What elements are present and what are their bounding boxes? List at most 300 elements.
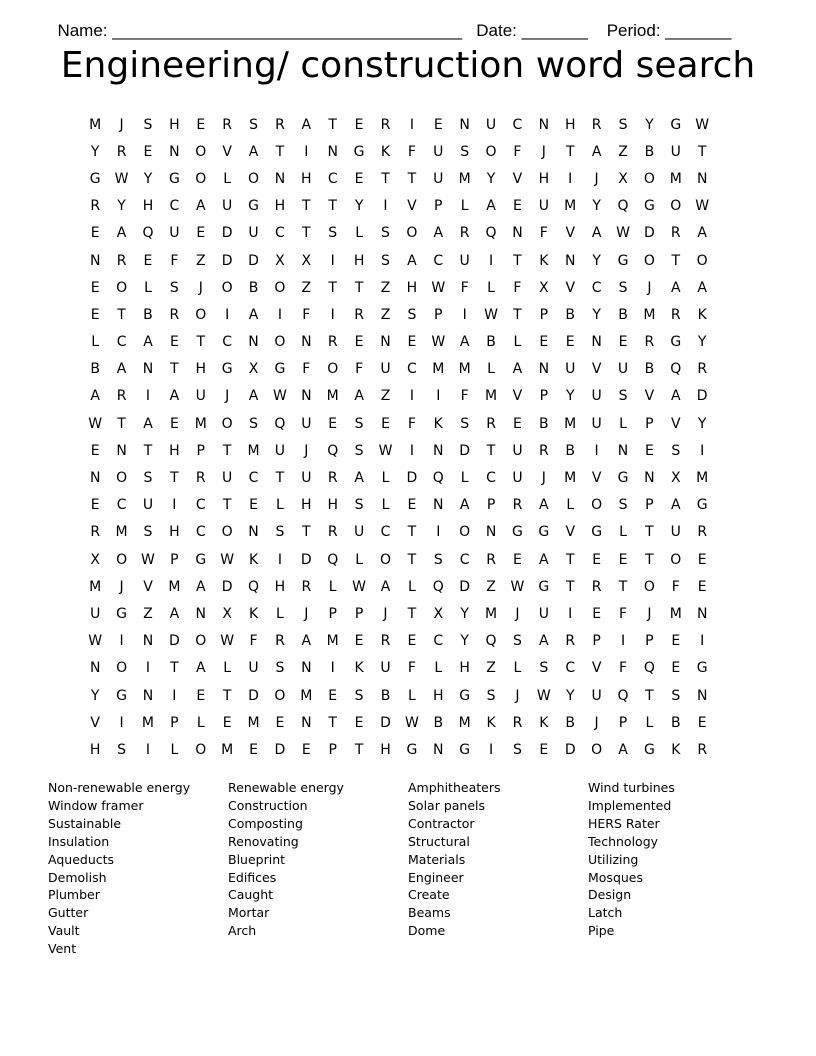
grid-letter[interactable]: S xyxy=(354,442,364,459)
grid-letter[interactable]: I xyxy=(568,170,573,187)
grid-letter[interactable]: S xyxy=(618,497,628,514)
grid-letter[interactable]: I xyxy=(172,497,177,514)
grid-letter[interactable]: V xyxy=(565,279,576,296)
grid-letter[interactable]: I xyxy=(330,306,335,323)
grid-letter[interactable]: D xyxy=(644,225,655,242)
grid-letter[interactable]: W xyxy=(141,551,155,568)
grid-letter[interactable]: W xyxy=(484,306,498,323)
grid-letter[interactable]: S xyxy=(354,687,364,704)
grid-letter[interactable]: Q xyxy=(248,578,260,595)
grid-letter[interactable]: B xyxy=(380,687,391,704)
grid-letter[interactable]: O xyxy=(670,551,682,568)
grid-letter[interactable]: J xyxy=(225,388,230,405)
grid-letter[interactable]: I xyxy=(225,306,230,323)
grid-letter[interactable]: A xyxy=(169,605,180,622)
grid-letter[interactable]: G xyxy=(116,605,128,622)
grid-letter[interactable]: O xyxy=(327,361,339,378)
grid-letter[interactable]: J xyxy=(647,279,652,296)
grid-letter[interactable]: E xyxy=(249,497,258,514)
grid-letter[interactable]: K xyxy=(539,714,549,731)
grid-letter[interactable]: N xyxy=(696,687,708,704)
grid-letter[interactable]: M xyxy=(643,306,656,323)
grid-letter[interactable]: B xyxy=(433,714,444,731)
grid-letter[interactable]: N xyxy=(591,334,602,351)
grid-letter[interactable]: R xyxy=(354,306,364,323)
grid-letter[interactable]: S xyxy=(275,524,285,541)
grid-letter[interactable]: T xyxy=(302,225,311,242)
grid-letter[interactable]: U xyxy=(301,415,312,432)
grid-letter[interactable]: A xyxy=(248,388,259,405)
grid-letter[interactable]: L xyxy=(276,497,284,514)
grid-letter[interactable]: E xyxy=(381,415,390,432)
grid-letter[interactable]: N xyxy=(142,361,154,378)
grid-letter[interactable]: R xyxy=(670,225,681,242)
grid-letter[interactable]: O xyxy=(195,306,207,323)
grid-letter[interactable]: X xyxy=(248,361,259,378)
grid-letter[interactable]: M xyxy=(696,470,709,487)
grid-letter[interactable]: A xyxy=(407,252,417,269)
grid-letter[interactable]: H xyxy=(564,116,576,133)
grid-letter[interactable]: W xyxy=(114,170,129,187)
grid-letter[interactable]: T xyxy=(645,551,654,568)
grid-letter[interactable]: O xyxy=(696,252,708,269)
grid-letter[interactable]: A xyxy=(169,388,180,405)
grid-letter[interactable]: T xyxy=(170,470,179,487)
grid-letter[interactable]: M xyxy=(247,442,260,459)
grid-letter[interactable]: U xyxy=(670,143,681,160)
grid-letter[interactable]: O xyxy=(670,198,682,215)
grid-letter[interactable]: U xyxy=(670,524,681,541)
grid-letter[interactable]: H xyxy=(301,170,312,187)
grid-letter[interactable]: M xyxy=(485,388,498,405)
grid-letter[interactable]: Y xyxy=(592,252,601,269)
grid-letter[interactable]: E xyxy=(196,687,206,704)
grid-letter[interactable]: P xyxy=(328,605,337,622)
grid-letter[interactable]: F xyxy=(249,633,258,650)
grid-letter[interactable]: E xyxy=(407,497,417,514)
grid-letter[interactable]: M xyxy=(564,198,577,215)
grid-letter[interactable]: T xyxy=(618,578,628,595)
grid-letter[interactable]: V xyxy=(644,388,655,405)
grid-letter[interactable]: D xyxy=(274,741,286,758)
grid-letter[interactable]: L xyxy=(223,170,232,187)
grid-letter[interactable]: L xyxy=(460,198,469,215)
grid-letter[interactable]: R xyxy=(565,633,576,650)
grid-letter[interactable]: G xyxy=(459,741,471,758)
grid-letter[interactable]: D xyxy=(380,714,391,731)
grid-letter[interactable]: S xyxy=(354,415,364,432)
grid-letter[interactable]: D xyxy=(248,687,259,704)
grid-letter[interactable]: P xyxy=(170,714,179,731)
grid-letter[interactable]: R xyxy=(327,524,338,541)
grid-letter[interactable]: N xyxy=(485,524,497,541)
grid-letter[interactable]: U xyxy=(248,225,259,242)
grid-letter[interactable]: B xyxy=(143,306,153,323)
grid-letter[interactable]: E xyxy=(354,170,364,187)
grid-letter[interactable]: N xyxy=(301,714,312,731)
grid-letter[interactable]: D xyxy=(300,551,312,568)
grid-letter[interactable]: U xyxy=(169,225,180,242)
grid-letter[interactable]: G xyxy=(670,334,682,351)
grid-letter[interactable]: S xyxy=(354,497,364,514)
grid-letter[interactable]: A xyxy=(539,551,549,568)
grid-letter[interactable]: C xyxy=(512,116,523,133)
grid-letter[interactable]: J xyxy=(119,578,124,595)
grid-letter[interactable]: Q xyxy=(643,660,655,677)
grid-letter[interactable]: I xyxy=(700,442,705,459)
grid-letter[interactable]: N xyxy=(380,334,391,351)
grid-letter[interactable]: A xyxy=(380,578,391,595)
grid-letter[interactable]: I xyxy=(568,605,573,622)
grid-letter[interactable]: P xyxy=(196,442,205,459)
grid-letter[interactable]: R xyxy=(116,252,127,269)
grid-letter[interactable]: R xyxy=(90,198,101,215)
grid-letter[interactable]: X xyxy=(275,252,285,269)
grid-letter[interactable]: T xyxy=(407,605,417,622)
grid-letter[interactable]: F xyxy=(460,388,469,405)
grid-letter[interactable]: I xyxy=(330,660,335,677)
grid-letter[interactable]: D xyxy=(221,252,233,269)
grid-letter[interactable]: S xyxy=(169,279,179,296)
grid-letter[interactable]: K xyxy=(248,605,259,622)
grid-letter[interactable]: R xyxy=(301,578,312,595)
grid-letter[interactable]: Z xyxy=(486,660,496,677)
grid-letter[interactable]: L xyxy=(276,605,284,622)
grid-letter[interactable]: S xyxy=(381,225,390,242)
grid-letter[interactable]: P xyxy=(486,497,496,514)
grid-letter[interactable]: T xyxy=(513,252,522,269)
grid-letter[interactable]: A xyxy=(90,388,100,405)
grid-letter[interactable]: G xyxy=(617,252,629,269)
grid-letter[interactable]: U xyxy=(195,388,206,405)
grid-letter[interactable]: V xyxy=(407,198,417,215)
grid-letter[interactable]: J xyxy=(304,442,309,459)
grid-letter[interactable]: I xyxy=(330,252,335,269)
grid-letter[interactable]: S xyxy=(671,687,681,704)
grid-letter[interactable]: G xyxy=(617,470,629,487)
grid-letter[interactable]: X xyxy=(670,470,681,487)
grid-letter[interactable]: W xyxy=(378,442,393,459)
grid-letter[interactable]: L xyxy=(619,415,627,432)
grid-letter[interactable]: P xyxy=(592,633,601,650)
grid-letter[interactable]: D xyxy=(221,578,233,595)
grid-letter[interactable]: W xyxy=(352,578,367,595)
grid-letter[interactable]: W xyxy=(220,633,235,650)
grid-letter[interactable]: A xyxy=(248,306,259,323)
grid-letter[interactable]: T xyxy=(222,497,232,514)
grid-letter[interactable]: O xyxy=(485,143,497,160)
grid-letter[interactable]: Z xyxy=(380,306,391,323)
grid-letter[interactable]: E xyxy=(90,306,100,323)
grid-letter[interactable]: Q xyxy=(485,633,497,650)
grid-letter[interactable]: S xyxy=(671,442,681,459)
grid-letter[interactable]: F xyxy=(302,306,311,323)
grid-letter[interactable]: A xyxy=(512,361,523,378)
grid-letter[interactable]: H xyxy=(538,170,550,187)
grid-letter[interactable]: U xyxy=(485,116,497,133)
grid-letter[interactable]: U xyxy=(617,361,629,378)
grid-letter[interactable]: H xyxy=(380,741,391,758)
grid-letter[interactable]: M xyxy=(300,687,313,704)
grid-letter[interactable]: H xyxy=(169,442,180,459)
grid-letter[interactable]: E xyxy=(407,334,417,351)
grid-letter[interactable]: Q xyxy=(617,687,629,704)
grid-letter[interactable]: B xyxy=(565,442,576,459)
grid-letter[interactable]: R xyxy=(90,524,101,541)
grid-letter[interactable]: K xyxy=(380,143,391,160)
grid-letter[interactable]: G xyxy=(274,361,286,378)
grid-letter[interactable]: A xyxy=(618,741,628,758)
grid-letter[interactable]: D xyxy=(248,252,259,269)
grid-letter[interactable]: U xyxy=(591,687,602,704)
grid-letter[interactable]: V xyxy=(565,225,576,242)
grid-letter[interactable]: K xyxy=(248,551,259,568)
grid-letter[interactable]: H xyxy=(433,687,444,704)
grid-letter[interactable]: G xyxy=(116,687,128,704)
grid-letter[interactable]: M xyxy=(669,170,682,187)
grid-letter[interactable]: G xyxy=(353,143,365,160)
grid-letter[interactable]: T xyxy=(117,306,126,323)
grid-letter[interactable]: S xyxy=(460,415,470,432)
grid-letter[interactable]: H xyxy=(274,578,286,595)
grid-letter[interactable]: O xyxy=(591,497,603,514)
grid-letter[interactable]: G xyxy=(696,660,708,677)
grid-letter[interactable]: E xyxy=(90,279,100,296)
grid-letter[interactable]: N xyxy=(644,470,655,487)
grid-letter[interactable]: E xyxy=(618,551,628,568)
grid-letter[interactable]: H xyxy=(169,116,180,133)
grid-letter[interactable]: V xyxy=(671,415,681,432)
grid-letter[interactable]: G xyxy=(670,116,682,133)
grid-letter[interactable]: D xyxy=(406,470,418,487)
grid-letter[interactable]: Q xyxy=(670,361,682,378)
grid-letter[interactable]: Q xyxy=(327,551,339,568)
grid-letter[interactable]: O xyxy=(643,252,655,269)
grid-letter[interactable]: S xyxy=(407,306,417,323)
grid-letter[interactable]: L xyxy=(196,714,205,731)
grid-letter[interactable]: N xyxy=(301,388,312,405)
grid-letter[interactable]: J xyxy=(647,605,652,622)
grid-letter[interactable]: B xyxy=(644,143,655,160)
grid-letter[interactable]: N xyxy=(512,225,523,242)
grid-letter[interactable]: B xyxy=(644,361,655,378)
grid-letter[interactable]: N xyxy=(142,687,154,704)
grid-letter[interactable]: T xyxy=(407,170,417,187)
grid-letter[interactable]: P xyxy=(645,497,654,514)
grid-letter[interactable]: G xyxy=(168,170,180,187)
grid-letter[interactable]: U xyxy=(591,415,602,432)
grid-letter[interactable]: M xyxy=(89,578,102,595)
grid-letter[interactable]: L xyxy=(170,741,179,758)
grid-letter[interactable]: G xyxy=(538,524,550,541)
grid-letter[interactable]: F xyxy=(618,660,628,677)
grid-letter[interactable]: Y xyxy=(697,415,707,432)
grid-letter[interactable]: G xyxy=(643,198,655,215)
grid-letter[interactable]: O xyxy=(591,741,603,758)
grid-letter[interactable]: O xyxy=(643,578,655,595)
grid-letter[interactable]: R xyxy=(380,116,391,133)
grid-letter[interactable]: A xyxy=(459,497,470,514)
grid-letter[interactable]: P xyxy=(170,551,179,568)
grid-letter[interactable]: N xyxy=(89,470,101,487)
grid-letter[interactable]: P xyxy=(539,388,549,405)
grid-letter[interactable]: B xyxy=(618,306,628,323)
grid-letter[interactable]: R xyxy=(697,741,708,758)
grid-letter[interactable]: H xyxy=(301,497,312,514)
grid-letter[interactable]: E xyxy=(354,116,364,133)
grid-letter[interactable]: L xyxy=(407,687,416,704)
grid-letter[interactable]: R xyxy=(512,497,523,514)
grid-letter[interactable]: U xyxy=(565,361,576,378)
grid-letter[interactable]: F xyxy=(302,361,311,378)
grid-letter[interactable]: E xyxy=(539,334,549,351)
grid-letter[interactable]: C xyxy=(116,497,127,514)
grid-letter[interactable]: I xyxy=(409,442,414,459)
grid-letter[interactable]: Y xyxy=(645,116,654,133)
grid-letter[interactable]: E xyxy=(143,252,153,269)
grid-letter[interactable]: C xyxy=(565,660,576,677)
grid-letter[interactable]: E xyxy=(222,714,232,731)
grid-letter[interactable]: S xyxy=(539,660,549,677)
grid-letter[interactable]: L xyxy=(513,334,522,351)
grid-letter[interactable]: T xyxy=(354,741,364,758)
grid-letter[interactable]: H xyxy=(274,198,286,215)
grid-letter[interactable]: A xyxy=(143,334,153,351)
grid-letter[interactable]: M xyxy=(458,714,471,731)
grid-letter[interactable]: S xyxy=(486,687,496,704)
grid-letter[interactable]: I xyxy=(409,388,414,405)
grid-letter[interactable]: V xyxy=(565,524,576,541)
grid-letter[interactable]: F xyxy=(539,225,548,242)
grid-letter[interactable]: C xyxy=(433,252,444,269)
grid-letter[interactable]: U xyxy=(433,143,444,160)
grid-letter[interactable]: V xyxy=(90,714,100,731)
grid-letter[interactable]: R xyxy=(512,714,523,731)
grid-letter[interactable]: C xyxy=(406,361,417,378)
grid-letter[interactable]: S xyxy=(249,415,258,432)
grid-letter[interactable]: N xyxy=(696,170,708,187)
grid-letter[interactable]: N xyxy=(142,633,154,650)
grid-letter[interactable]: P xyxy=(434,306,443,323)
grid-letter[interactable]: W xyxy=(404,714,419,731)
grid-letter[interactable]: Q xyxy=(485,225,497,242)
grid-letter[interactable]: N xyxy=(617,442,629,459)
grid-letter[interactable]: G xyxy=(538,578,550,595)
grid-letter[interactable]: X xyxy=(222,605,232,622)
grid-letter[interactable]: T xyxy=(143,442,153,459)
grid-letter[interactable]: T xyxy=(302,198,311,215)
grid-letter[interactable]: O xyxy=(195,741,207,758)
grid-letter[interactable]: N xyxy=(433,741,444,758)
grid-letter[interactable]: I xyxy=(700,633,705,650)
grid-letter[interactable]: E xyxy=(433,116,443,133)
grid-letter[interactable]: G xyxy=(221,361,233,378)
period-field[interactable]: Period: _______ xyxy=(606,21,732,40)
grid-letter[interactable]: R xyxy=(275,633,285,650)
grid-letter[interactable]: N xyxy=(433,442,444,459)
grid-letter[interactable]: E xyxy=(354,334,364,351)
grid-letter[interactable]: A xyxy=(671,388,681,405)
grid-letter[interactable]: I xyxy=(488,252,494,269)
grid-letter[interactable]: G xyxy=(89,170,101,187)
grid-letter[interactable]: O xyxy=(116,279,128,296)
date-field[interactable]: Date: _______ xyxy=(476,21,588,40)
grid-letter[interactable]: R xyxy=(327,470,338,487)
grid-letter[interactable]: C xyxy=(433,633,444,650)
grid-letter[interactable]: O xyxy=(274,687,286,704)
grid-letter[interactable]: Y xyxy=(117,198,126,215)
grid-letter[interactable]: K xyxy=(539,252,549,269)
grid-letter[interactable]: A xyxy=(486,198,496,215)
grid-letter[interactable]: L xyxy=(645,714,654,731)
grid-letter[interactable]: U xyxy=(512,442,523,459)
grid-letter[interactable]: I xyxy=(488,741,494,758)
grid-letter[interactable]: J xyxy=(304,605,309,622)
grid-letter[interactable]: L xyxy=(328,578,337,595)
grid-letter[interactable]: T xyxy=(117,415,126,432)
grid-letter[interactable]: E xyxy=(513,415,522,432)
grid-letter[interactable]: C xyxy=(222,334,233,351)
grid-letter[interactable]: N xyxy=(564,252,576,269)
grid-letter[interactable]: Y xyxy=(697,334,707,351)
grid-letter[interactable]: S xyxy=(143,116,153,133)
grid-letter[interactable]: O xyxy=(221,279,233,296)
grid-letter[interactable]: J xyxy=(515,687,520,704)
grid-letter[interactable]: A xyxy=(697,225,707,242)
grid-letter[interactable]: Z xyxy=(380,279,391,296)
grid-letter[interactable]: Z xyxy=(301,279,312,296)
grid-letter[interactable]: T xyxy=(513,306,522,323)
grid-letter[interactable]: M xyxy=(432,361,445,378)
grid-letter[interactable]: I xyxy=(409,116,414,133)
grid-letter[interactable]: S xyxy=(433,551,443,568)
grid-letter[interactable]: E xyxy=(513,198,522,215)
grid-letter[interactable]: E xyxy=(592,605,602,622)
grid-letter[interactable]: Q xyxy=(432,470,444,487)
grid-letter[interactable]: U xyxy=(380,660,391,677)
grid-letter[interactable]: M xyxy=(326,633,339,650)
grid-letter[interactable]: E xyxy=(592,551,602,568)
grid-letter[interactable]: W xyxy=(695,198,710,215)
grid-letter[interactable]: F xyxy=(460,279,469,296)
grid-letter[interactable]: U xyxy=(142,497,154,514)
grid-letter[interactable]: Y xyxy=(460,633,469,650)
grid-letter[interactable]: Q xyxy=(617,198,629,215)
grid-letter[interactable]: V xyxy=(591,361,602,378)
grid-letter[interactable]: H xyxy=(142,198,154,215)
grid-letter[interactable]: Q xyxy=(327,442,339,459)
grid-letter[interactable]: S xyxy=(117,741,127,758)
grid-letter[interactable]: F xyxy=(513,279,522,296)
grid-letter[interactable]: Y xyxy=(565,687,575,704)
grid-letter[interactable]: R xyxy=(644,334,655,351)
grid-letter[interactable]: K xyxy=(486,714,496,731)
grid-letter[interactable]: M xyxy=(458,361,471,378)
grid-letter[interactable]: A xyxy=(248,143,259,160)
grid-letter[interactable]: H xyxy=(406,279,418,296)
grid-letter[interactable]: N xyxy=(538,116,550,133)
grid-letter[interactable]: M xyxy=(564,415,577,432)
grid-letter[interactable]: Y xyxy=(486,170,496,187)
grid-letter[interactable]: R xyxy=(591,578,602,595)
grid-letter[interactable]: T xyxy=(354,279,364,296)
grid-letter[interactable]: R xyxy=(591,116,602,133)
grid-letter[interactable]: L xyxy=(355,225,363,242)
grid-letter[interactable]: E xyxy=(196,116,206,133)
grid-letter[interactable]: O xyxy=(274,279,286,296)
grid-letter[interactable]: K xyxy=(671,741,681,758)
grid-letter[interactable]: U xyxy=(380,361,391,378)
